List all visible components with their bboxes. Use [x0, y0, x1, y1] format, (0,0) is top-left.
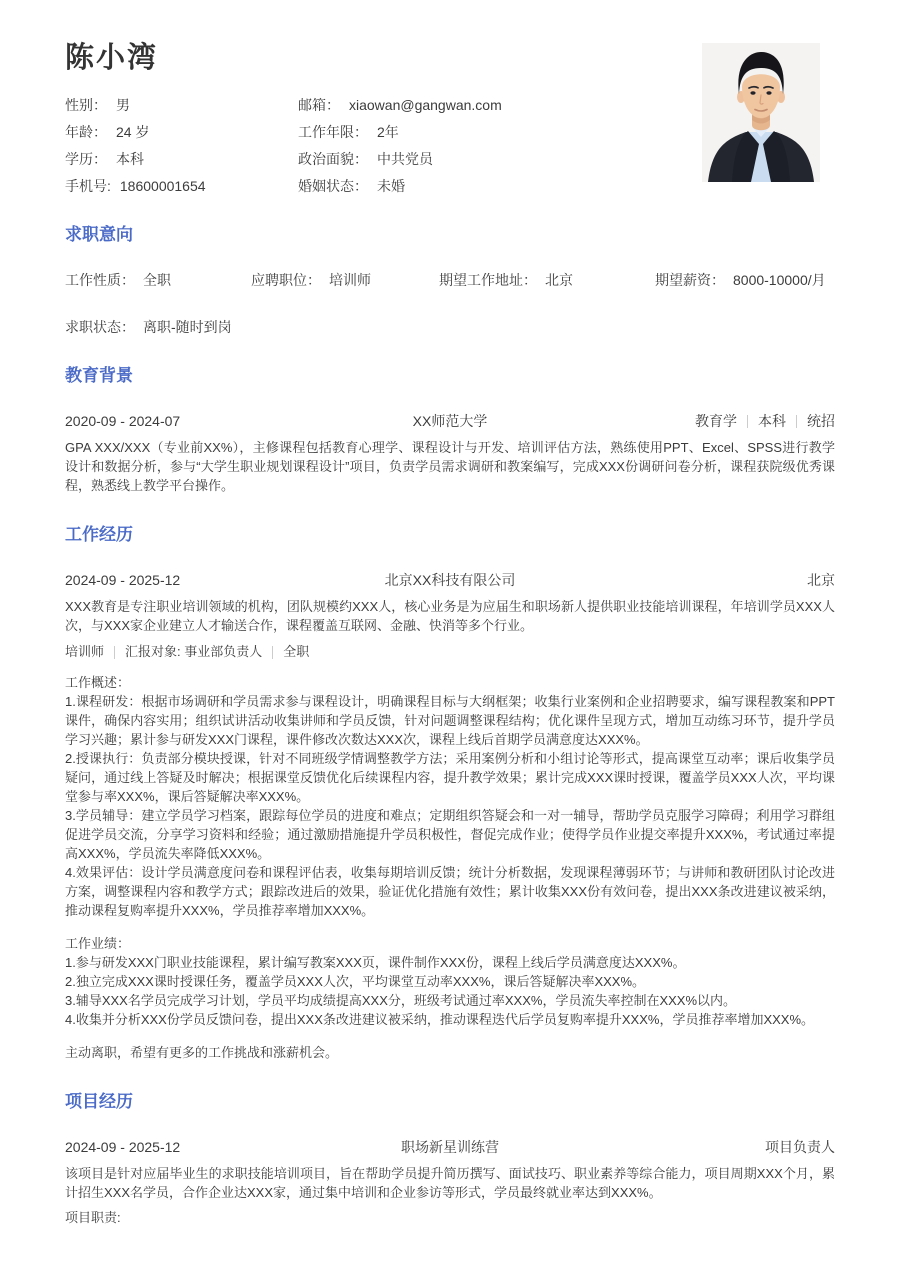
work-overview-item: 3.学员辅导：建立学员学习档案，跟踪每位学员的进度和难点；定期组织答疑会和一对一辅导，帮助学员克服学习障碍；利用学习群组促进学员交流，分享学习资料和经验；通过激励措施提升学员积极性，督促完成作业；使得学员作业提交率提升XXX%，考试通过率提高XXX%，学员流失率降低XXX%。 — [65, 808, 835, 861]
info-label: 性别： — [65, 97, 107, 113]
info-label: 政治面貌： — [298, 151, 368, 167]
info-value: 2年 — [377, 124, 399, 140]
section-title-job-intent: 求职意向 — [65, 225, 133, 244]
divider — [114, 646, 115, 659]
education-description: GPA XXX/XXX（专业前XX%），主修课程包括教育心理学、课程设计与开发、培训评估方法，熟练使用PPT、Excel、SPSS进行教学设计和数据分析，参与“大学生职业规划课程设计”项目，负责学员需求调研和教案编写，完成XXX份调研问卷分析，课程获院级优秀课程，熟悉线上教学平台操作。 — [65, 440, 835, 493]
section-job-intent — [65, 225, 835, 336]
personal-info-grid — [65, 96, 685, 195]
work-overview-item: 2.授课执行：负责部分模块授课，针对不同班级学情调整教学方法；采用案例分析和小组讨论等形式，提高课堂互动率；课后收集学员疑问，通过线上答疑及时解决；根据课堂反馈优化后续课程内容，提升教学效果；累计完成XXX课时授课，覆盖学员XXX人次，平均课堂参与率XXX%，课后答疑解决率XXX%。 — [65, 751, 835, 804]
info-label: 年龄： — [65, 124, 107, 140]
section-title-work: 工作经历 — [65, 525, 133, 544]
section-project-experience — [65, 1092, 835, 1227]
education-meta-row — [65, 412, 835, 430]
education-degree: 本科 — [757, 413, 786, 429]
work-overview-item: 4.效果评估：设计学员满意度问卷和课程评估表，收集每期培训反馈；统计分析数据，发现课程薄弱环节；与讲师和教研团队讨论改进方案，调整课程内容和教学方式；跟踪改进后的效果，验证优化措施有效性；累计收集XXX份有效问卷，提出XXX条改进建议被采纳，推动课程复购率提升XXX%，学员推荐率增加XXX%。 — [65, 865, 835, 918]
work-company: 北京XX科技有限公司 — [384, 572, 516, 588]
work-achievement-item: 1.参与研发XXX门职业技能课程，累计编写教案XXX页，课件制作XXX份，课程上线后学员满意度达XXX%。 — [65, 955, 686, 970]
info-item-phone — [65, 177, 298, 195]
section-work-experience — [65, 525, 835, 1062]
info-item-age — [65, 123, 298, 141]
leave-reason: 主动离职，希望有更多的工作挑战和涨薪机会。 — [65, 1045, 339, 1060]
job-intent-row — [65, 271, 835, 289]
project-duty-title: 项目职责: — [65, 1210, 121, 1225]
info-value: 18600001654 — [119, 178, 206, 194]
profile-photo — [702, 43, 820, 182]
field-job-nature: 工作性质： 全职 — [65, 272, 171, 288]
divider — [796, 415, 797, 428]
work-overview-block — [65, 673, 835, 920]
info-value: 中共党员 — [377, 151, 433, 167]
work-location: 北京 — [806, 572, 835, 588]
section-education — [65, 366, 835, 495]
info-value: 男 — [116, 97, 130, 113]
field-job-status: 求职状态： 离职-随时到岗 — [65, 319, 232, 335]
info-value: 本科 — [116, 151, 144, 167]
project-role: 项目负责人 — [764, 1139, 835, 1155]
work-achievements-block — [65, 934, 835, 1029]
work-achievement-item: 2.独立完成XXX课时授课任务，覆盖学员XXX人次，平均课堂互动率XXX%，课后答疑解决率XXX%。 — [65, 974, 646, 989]
project-period: 2024-09 - 2025-12 — [65, 1139, 181, 1155]
info-item-experience-years — [298, 123, 685, 141]
job-intent-row-2 — [65, 318, 835, 336]
field-expected-salary: 期望薪资： 8000-10000/月 — [655, 272, 826, 288]
work-report-to: 汇报对象: 事业部负责人 — [125, 644, 263, 659]
info-value: 未婚 — [377, 178, 405, 194]
info-label: 邮箱： — [298, 97, 340, 113]
info-label: 婚姻状态： — [298, 178, 368, 194]
section-title-education: 教育背景 — [65, 366, 133, 385]
field-target-position: 应聘职位： 培训师 — [251, 272, 371, 288]
education-period: 2020-09 - 2024-07 — [65, 413, 181, 429]
work-overview-item: 1.课程研发：根据市场调研和学员需求参与课程设计，明确课程目标与大纲框架；收集行业案例和企业招聘要求，编写课程教案和PPT课件，确保内容实用；组织试讲活动收集讲师和学员反馈，针对问题调整课程结构；优化课件呈现方式，增加互动练习环节，提升学员学习兴趣；累计参与研发XXX门课程，课件修改次数达XXX次，课程上线后首期学员满意度达XXX%。 — [65, 694, 835, 747]
portrait-photo-illustration — [702, 43, 820, 182]
company-intro: XXX教育是专注职业培训领域的机构，团队规模约XXX人，核心业务是为应届生和职场新人提供职业技能培训课程，年培训学员XXX人次，与XXX家企业建立人才输送合作，课程覆盖互联网、金融、快消等多个行业。 — [65, 599, 835, 633]
info-item-gender — [65, 96, 298, 114]
info-label: 学历： — [65, 151, 107, 167]
work-achievement-item: 4.收集并分析XXX份学员反馈问卷，提出XXX条改进建议被采纳，推动课程迭代后学员复购率提升XXX%，学员推荐率增加XXX%。 — [65, 1012, 815, 1027]
resume-header — [65, 40, 835, 195]
education-enrollment: 统招 — [806, 413, 835, 429]
work-overview-title: 工作概述： — [65, 675, 131, 690]
project-name: 职场新星训练营 — [400, 1139, 499, 1155]
work-period: 2024-09 - 2025-12 — [65, 572, 181, 588]
work-achievement-item: 3.辅导XXX名学员完成学习计划，学员平均成绩提高XXX分，班级考试通过率XXX%，学员流失率控制在XXX%以内。 — [65, 993, 737, 1008]
education-tags — [602, 412, 835, 430]
info-item-email — [298, 96, 685, 114]
candidate-name: 陈小湾 — [65, 42, 159, 74]
work-meta-row — [65, 571, 835, 589]
project-meta-row — [65, 1138, 835, 1156]
project-description: 该项目是针对应届毕业生的求职技能培训项目，旨在帮助学员提升简历撰写、面试技巧、职业素养等综合能力，项目周期XXX个月，累计招生XXX名学员，合作企业达XXX家，通过集中培训和企业参访等形式，学员最终就业率达到XXX%。 — [65, 1166, 835, 1200]
work-role-row — [65, 643, 835, 661]
info-item-marital-status — [298, 177, 685, 195]
section-title-project: 项目经历 — [65, 1092, 133, 1111]
work-position: 培训师 — [65, 644, 105, 659]
info-label: 工作年限： — [298, 124, 368, 140]
info-item-political-status — [298, 150, 685, 168]
work-job-type: 全职 — [283, 644, 310, 659]
info-item-degree — [65, 150, 298, 168]
info-value: 24 岁 — [116, 124, 150, 140]
info-label: 手机号: — [65, 178, 111, 194]
work-achievements-title: 工作业绩： — [65, 936, 131, 951]
info-value: xiaowan@gangwan.com — [349, 97, 502, 113]
education-school: XX师范大学 — [412, 413, 488, 429]
education-major: 教育学 — [694, 413, 737, 429]
field-target-location: 期望工作地址： 北京 — [439, 272, 573, 288]
divider — [747, 415, 748, 428]
divider — [272, 646, 273, 659]
